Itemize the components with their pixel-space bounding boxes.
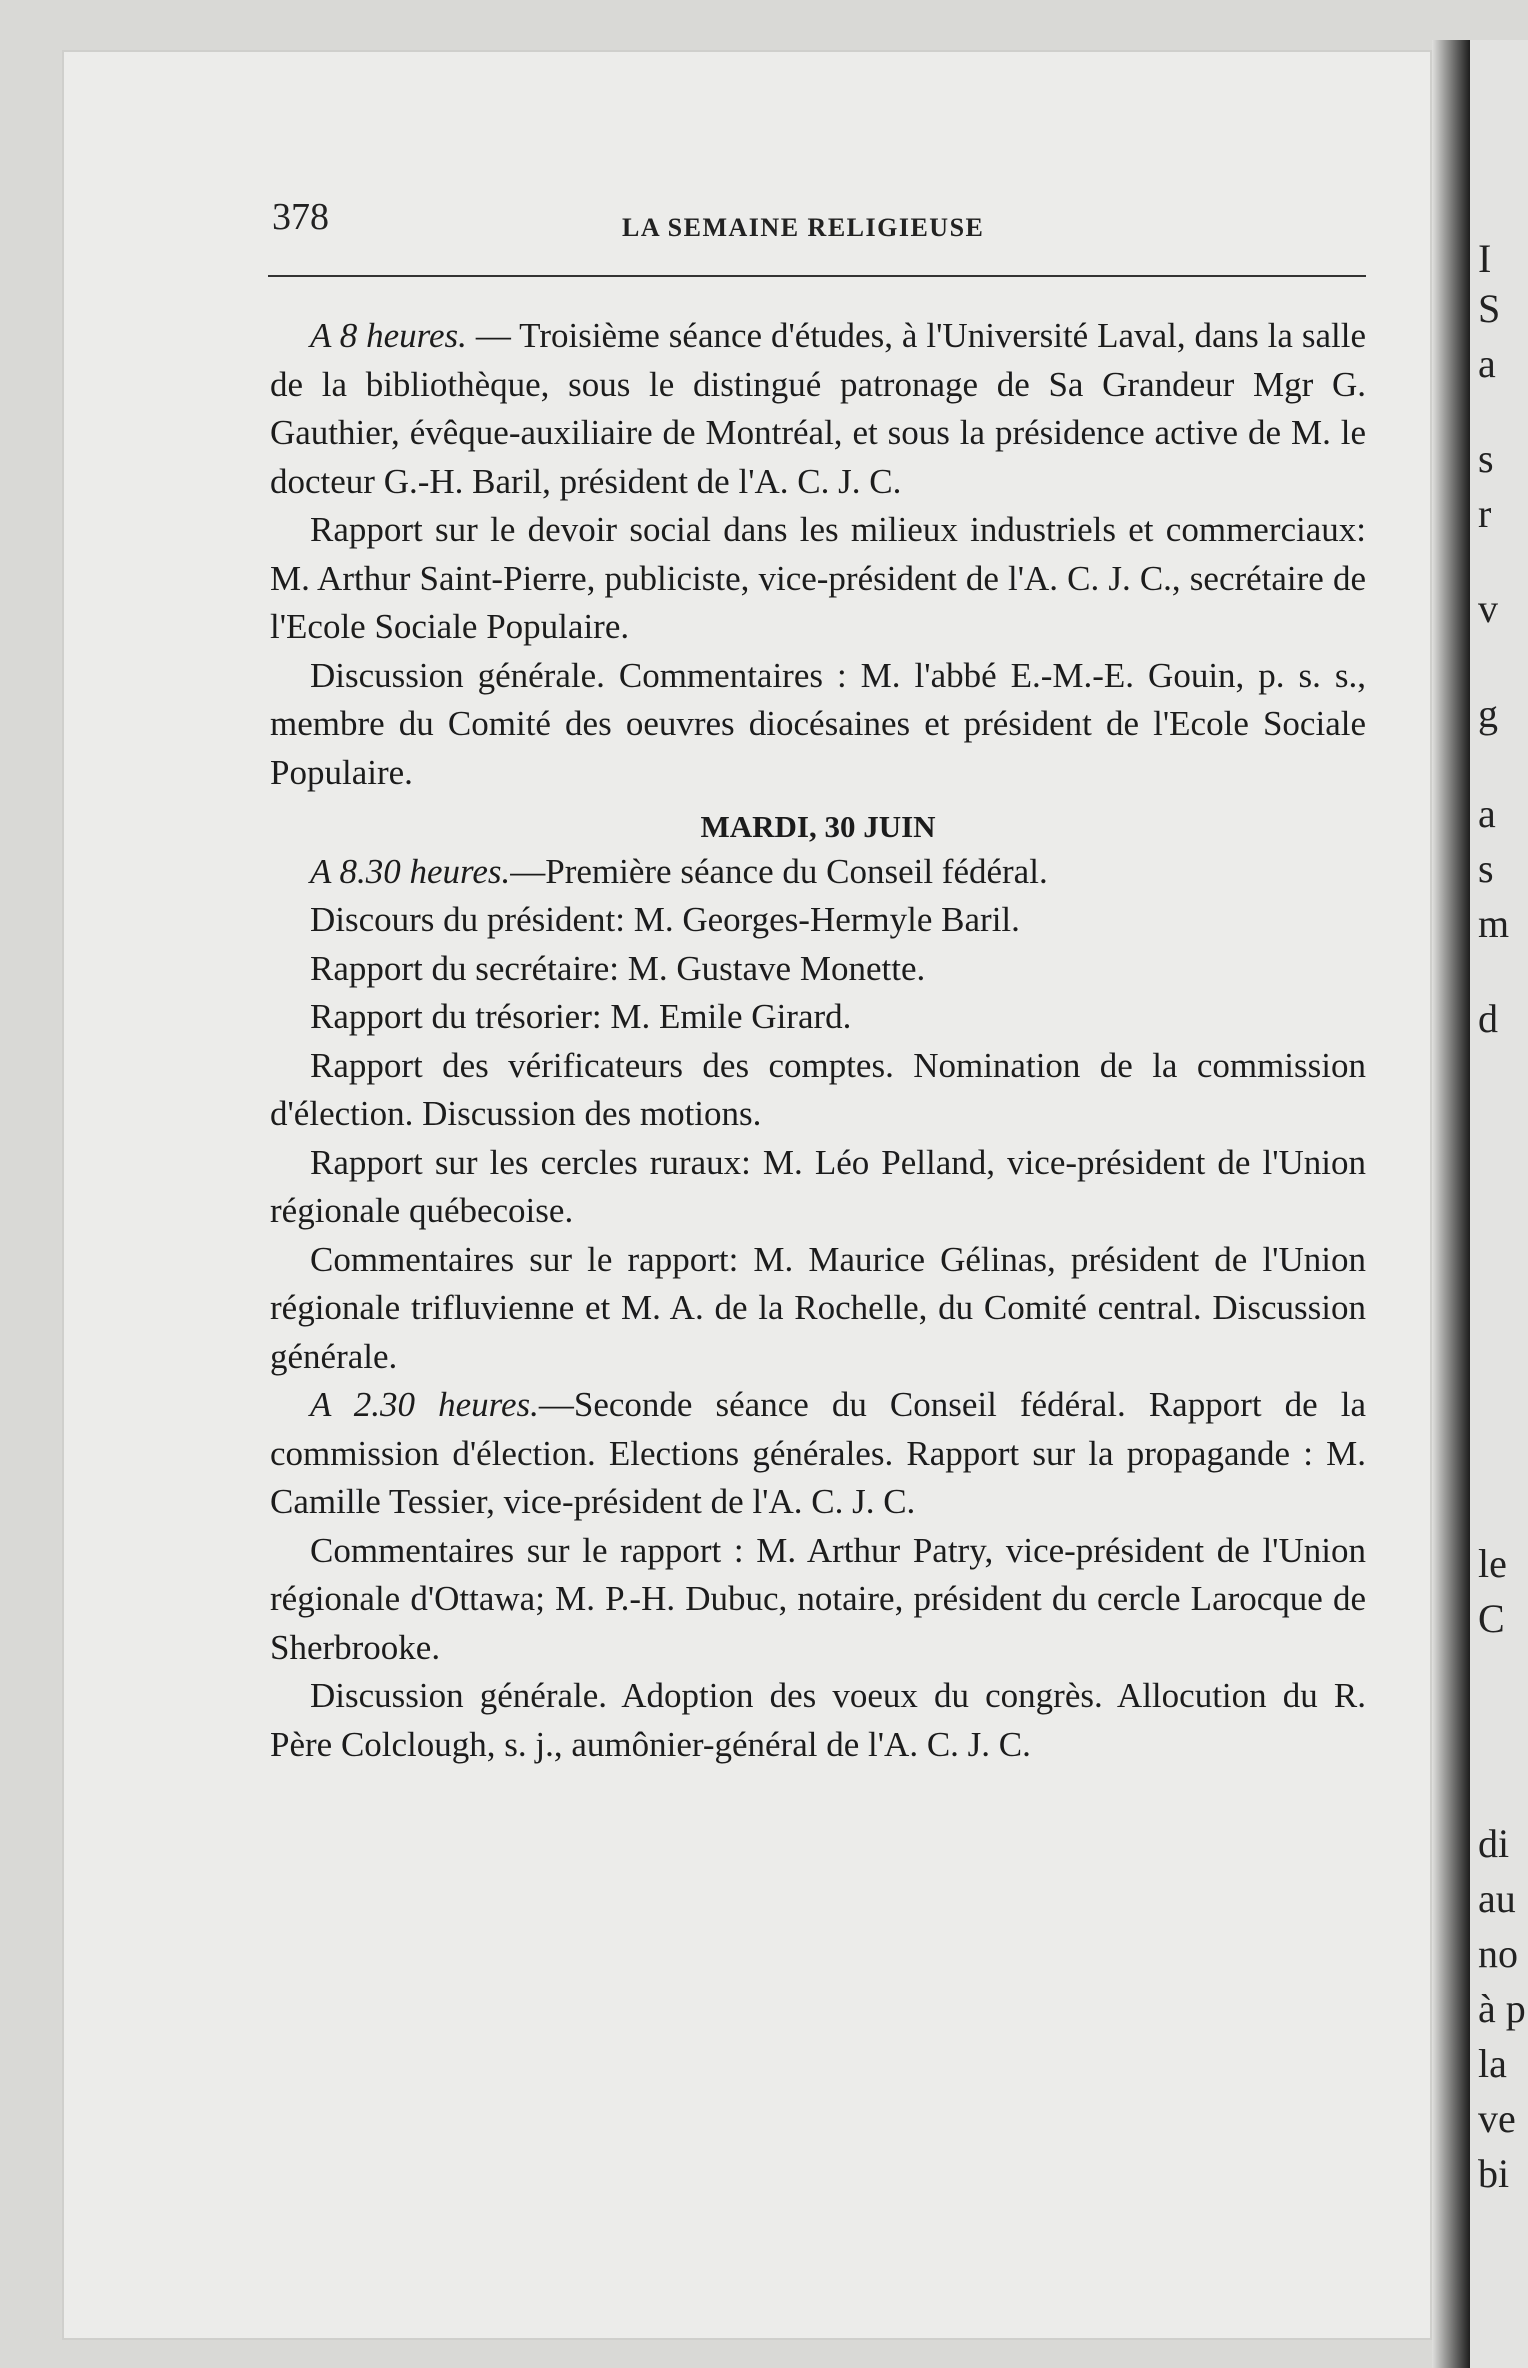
neighbor-page-edge bbox=[1470, 40, 1528, 2368]
day-heading: MARDI, 30 JUIN bbox=[700, 809, 936, 844]
neighbor-fragment: S bbox=[1478, 286, 1501, 331]
paragraph-text: —Seconde séance du Conseil fédéral. Rapport de la commission d'élection. Elections générales. Rapport sur la propagande : M. Camille Tessier, vice-président de l'A. C. J. C. bbox=[270, 1385, 1366, 1521]
paragraph-text: — Troisième séance d'études, à l'Université Laval, dans la salle de la bibliothèque, sous le distingué patronage de Sa Grandeur Mgr G. Gauthier, évêque-auxiliaire de Montréal, et sous la présidence active de M. le docteur G.-H. Baril, président de l'A. C. J. C. bbox=[270, 316, 1366, 501]
paragraph: Rapport du trésorier: M. Emile Girard. bbox=[310, 997, 852, 1036]
neighbor-fragment: au bbox=[1478, 1876, 1516, 1921]
paragraph-text: —Première séance du Conseil fédéral. bbox=[510, 851, 1048, 891]
paragraph bbox=[270, 1381, 1366, 1527]
neighbor-fragment: ve bbox=[1478, 2096, 1516, 2141]
paragraph bbox=[270, 848, 1366, 897]
neighbor-fragment: a bbox=[1478, 791, 1496, 836]
neighbor-fragment: la bbox=[1478, 2041, 1507, 2086]
time-label: A 2.30 heures. bbox=[310, 1385, 539, 1424]
paragraph: Commentaires sur le rapport : M. Arthur Patry, vice-président de l'Union régionale d'Ottawa; M. P.-H. Dubuc, notaire, président du cercle Larocque de Sherbrooke. bbox=[270, 1530, 1366, 1667]
page-header bbox=[272, 195, 1368, 255]
paragraph: Rapport des vérificateurs des comptes. Nomination de la commission d'élection. Discussion des motions. bbox=[270, 1045, 1366, 1133]
neighbor-fragment: no bbox=[1478, 1931, 1518, 1976]
paragraph: Discussion générale. Adoption des voeux du congrès. Allocution du R. Père Colclough, s. j., aumônier-général de l'A. C. J. C. bbox=[270, 1676, 1366, 1764]
neighbor-fragment: r bbox=[1478, 491, 1492, 536]
neighbor-fragment: I bbox=[1478, 236, 1492, 281]
paragraph: Commentaires sur le rapport: M. Maurice Gélinas, président de l'Union régionale trifluvienne et M. A. de la Rochelle, du Comité central. Discussion générale. bbox=[270, 1239, 1366, 1376]
body-text bbox=[270, 312, 1366, 1769]
paragraph: Rapport sur le devoir social dans les milieux industriels et commerciaux: M. Arthur Saint-Pierre, publiciste, vice-président de l'A. C. J. C., secrétaire de l'Ecole Sociale Populaire. bbox=[270, 510, 1366, 646]
paragraph bbox=[270, 312, 1366, 506]
neighbor-fragment: v bbox=[1478, 586, 1498, 631]
neighbor-fragment: C bbox=[1478, 1596, 1505, 1641]
neighbor-fragment: à p bbox=[1478, 1986, 1526, 2031]
neighbor-fragment: le bbox=[1478, 1541, 1507, 1586]
neighbor-fragment: bi bbox=[1478, 2151, 1510, 2196]
neighbor-fragment: s bbox=[1478, 846, 1494, 891]
paragraph: Rapport du secrétaire: M. Gustave Monette. bbox=[310, 948, 926, 988]
paragraph: Discours du président: M. Georges-Hermyle Baril. bbox=[310, 900, 1020, 939]
paragraph: Rapport sur les cercles ruraux: M. Léo Pelland, vice-président de l'Union régionale québecoise. bbox=[270, 1142, 1366, 1230]
neighbor-fragment: d bbox=[1478, 996, 1498, 1041]
neighbor-fragment: g bbox=[1478, 691, 1498, 736]
paragraph: Discussion générale. Commentaires : M. l'abbé E.-M.-E. Gouin, p. s. s., membre du Comité des oeuvres diocésaines et président de l'Ecole Sociale Populaire. bbox=[270, 655, 1366, 792]
neighbor-fragment: m bbox=[1478, 901, 1510, 946]
neighbor-fragment: di bbox=[1478, 1821, 1510, 1866]
page-number: 378 bbox=[272, 196, 329, 238]
neighbor-fragment: s bbox=[1478, 436, 1494, 481]
header-rule bbox=[268, 275, 1366, 277]
time-label: A 8.30 heures. bbox=[310, 851, 511, 891]
neighbor-fragment: a bbox=[1478, 341, 1496, 386]
book-gutter bbox=[1432, 40, 1470, 2368]
time-label: A 8 heures. bbox=[310, 316, 467, 355]
running-title: LA SEMAINE RELIGIEUSE bbox=[622, 213, 985, 242]
